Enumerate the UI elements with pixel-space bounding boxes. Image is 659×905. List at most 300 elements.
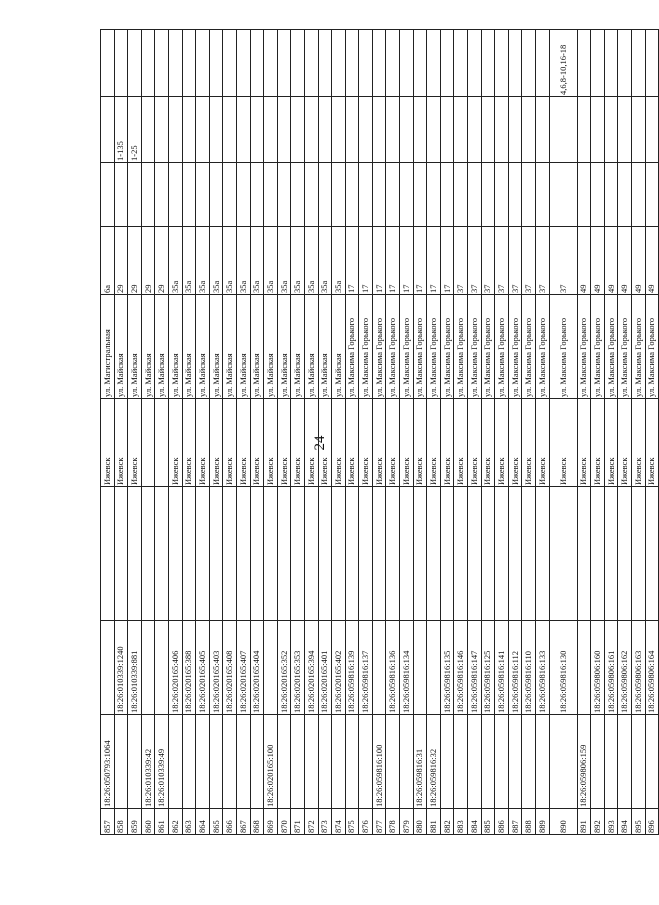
extra-numbers-cell	[182, 30, 196, 97]
apartments-cell	[359, 97, 373, 163]
extra-numbers-cell	[577, 30, 591, 97]
street-cell: ул. Майская	[209, 295, 223, 399]
empty-cell	[481, 487, 495, 621]
extra-numbers-cell	[536, 30, 550, 97]
row-number-cell: 893	[604, 809, 618, 835]
house-number-cell: 35а	[318, 227, 332, 295]
extra-numbers-cell	[114, 30, 128, 97]
blank-cell	[168, 163, 182, 227]
table-row	[141, 30, 155, 835]
extra-numbers-cell	[522, 30, 536, 97]
blank-cell	[386, 163, 400, 227]
row-number-cell: 895	[631, 809, 645, 835]
empty-cell	[318, 487, 332, 621]
premises-number-cell	[577, 621, 591, 715]
table-row	[577, 30, 591, 835]
house-number-cell: 35а	[332, 227, 346, 295]
empty-cell	[468, 487, 482, 621]
parcel-number-cell	[359, 715, 373, 809]
rotated-table-container	[100, 30, 657, 835]
city-cell: Ижевск	[182, 399, 196, 487]
premises-number-cell: 18:26:059806:160	[591, 621, 605, 715]
parcel-number-cell: 18:26:059816:31	[413, 715, 427, 809]
apartments-cell	[209, 97, 223, 163]
apartments-cell	[508, 97, 522, 163]
street-cell: ул. Максима Горького	[495, 295, 509, 399]
city-cell: Ижевск	[372, 399, 386, 487]
house-number-cell: 35а	[209, 227, 223, 295]
empty-cell	[291, 487, 305, 621]
table-row	[413, 30, 427, 835]
empty-cell	[209, 487, 223, 621]
extra-numbers-cell	[277, 30, 291, 97]
row-number-cell: 857	[101, 809, 115, 835]
extra-numbers-cell	[141, 30, 155, 97]
apartments-cell	[223, 97, 237, 163]
table-row	[304, 30, 318, 835]
blank-cell	[359, 163, 373, 227]
extra-numbers-cell	[236, 30, 250, 97]
parcel-number-cell	[631, 715, 645, 809]
row-number-cell: 884	[468, 809, 482, 835]
street-cell: ул. Майская	[155, 295, 169, 399]
apartments-cell	[155, 97, 169, 163]
street-cell: ул. Майская	[168, 295, 182, 399]
blank-cell	[304, 163, 318, 227]
extra-numbers-cell	[454, 30, 468, 97]
apartments-cell: 1-135	[114, 97, 128, 163]
premises-number-cell: 18:26:020165:404	[250, 621, 264, 715]
city-cell: Ижевск	[359, 399, 373, 487]
city-cell: Ижевск	[604, 399, 618, 487]
table-row	[236, 30, 250, 835]
apartments-cell	[413, 97, 427, 163]
premises-number-cell: 18:26:059816:137	[359, 621, 373, 715]
extra-numbers-cell	[318, 30, 332, 97]
extra-numbers-cell	[440, 30, 454, 97]
blank-cell	[481, 163, 495, 227]
premises-number-cell: 18:26:059806:163	[631, 621, 645, 715]
row-number-cell: 866	[223, 809, 237, 835]
parcel-number-cell	[508, 715, 522, 809]
premises-number-cell: 18:26:010339:1240	[114, 621, 128, 715]
blank-cell	[372, 163, 386, 227]
city-cell: Ижевск	[332, 399, 346, 487]
blank-cell	[291, 163, 305, 227]
apartments-cell	[304, 97, 318, 163]
parcel-number-cell	[536, 715, 550, 809]
house-number-cell: 37	[495, 227, 509, 295]
row-number-cell: 888	[522, 809, 536, 835]
house-number-cell: 49	[645, 227, 659, 295]
blank-cell	[250, 163, 264, 227]
apartments-cell	[631, 97, 645, 163]
blank-cell	[128, 163, 142, 227]
city-cell: Ижевск	[250, 399, 264, 487]
premises-number-cell	[101, 621, 115, 715]
premises-number-cell: 18:26:059816:110	[522, 621, 536, 715]
blank-cell	[114, 163, 128, 227]
table-row	[277, 30, 291, 835]
row-number-cell: 873	[318, 809, 332, 835]
house-number-cell: 35а	[264, 227, 278, 295]
city-cell: Ижевск	[591, 399, 605, 487]
street-cell: ул. Максима Горького	[618, 295, 632, 399]
empty-cell	[359, 487, 373, 621]
parcel-number-cell	[291, 715, 305, 809]
parcel-number-cell	[522, 715, 536, 809]
city-cell: Ижевск	[128, 399, 142, 487]
house-number-cell: 35а	[236, 227, 250, 295]
parcel-number-cell	[250, 715, 264, 809]
parcel-number-cell	[468, 715, 482, 809]
blank-cell	[631, 163, 645, 227]
extra-numbers-cell	[128, 30, 142, 97]
city-cell: Ижевск	[454, 399, 468, 487]
empty-cell	[332, 487, 346, 621]
parcel-number-cell	[236, 715, 250, 809]
row-number-cell: 860	[141, 809, 155, 835]
city-cell: Ижевск	[522, 399, 536, 487]
parcel-number-cell: 18:26:050793:1064	[101, 715, 115, 809]
street-cell: ул. Максима Горького	[359, 295, 373, 399]
empty-cell	[141, 487, 155, 621]
house-number-cell: 17	[386, 227, 400, 295]
street-cell: ул. Максима Горького	[400, 295, 414, 399]
blank-cell	[141, 163, 155, 227]
empty-cell	[427, 487, 441, 621]
blank-cell	[400, 163, 414, 227]
city-cell: Ижевск	[645, 399, 659, 487]
blank-cell	[223, 163, 237, 227]
row-number-cell: 875	[345, 809, 359, 835]
empty-cell	[114, 487, 128, 621]
city-cell: Ижевск	[549, 399, 577, 487]
row-number-cell: 887	[508, 809, 522, 835]
row-number-cell: 879	[400, 809, 414, 835]
table-row	[604, 30, 618, 835]
premises-number-cell	[413, 621, 427, 715]
table-row	[155, 30, 169, 835]
apartments-cell	[522, 97, 536, 163]
house-number-cell: 49	[604, 227, 618, 295]
empty-cell	[386, 487, 400, 621]
empty-cell	[250, 487, 264, 621]
row-number-cell: 877	[372, 809, 386, 835]
parcel-number-cell: 18:26:020165:100	[264, 715, 278, 809]
apartments-cell	[481, 97, 495, 163]
apartments-cell	[549, 97, 577, 163]
apartments-cell	[495, 97, 509, 163]
apartments-cell	[141, 97, 155, 163]
blank-cell	[549, 163, 577, 227]
empty-cell	[591, 487, 605, 621]
empty-cell	[168, 487, 182, 621]
city-cell: Ижевск	[101, 399, 115, 487]
extra-numbers-cell	[101, 30, 115, 97]
parcel-number-cell	[345, 715, 359, 809]
apartments-cell	[372, 97, 386, 163]
city-cell: Ижевск	[495, 399, 509, 487]
extra-numbers-cell	[495, 30, 509, 97]
row-number-cell: 861	[155, 809, 169, 835]
row-number-cell: 867	[236, 809, 250, 835]
empty-cell	[454, 487, 468, 621]
empty-cell	[101, 487, 115, 621]
empty-cell	[345, 487, 359, 621]
page-number: 24	[312, 435, 328, 451]
blank-cell	[454, 163, 468, 227]
blank-cell	[427, 163, 441, 227]
blank-cell	[536, 163, 550, 227]
house-number-cell: 17	[359, 227, 373, 295]
street-cell: ул. Майская	[277, 295, 291, 399]
table-row	[250, 30, 264, 835]
house-number-cell: 35а	[291, 227, 305, 295]
house-number-cell: 37	[454, 227, 468, 295]
row-number-cell: 871	[291, 809, 305, 835]
extra-numbers-cell	[250, 30, 264, 97]
table-row	[168, 30, 182, 835]
city-cell: Ижевск	[168, 399, 182, 487]
apartments-cell	[468, 97, 482, 163]
apartments-cell	[291, 97, 305, 163]
apartments-cell	[440, 97, 454, 163]
city-cell: Ижевск	[114, 399, 128, 487]
apartments-cell	[318, 97, 332, 163]
table-row	[454, 30, 468, 835]
premises-number-cell	[264, 621, 278, 715]
table-row	[332, 30, 346, 835]
empty-cell	[264, 487, 278, 621]
table-row	[101, 30, 115, 835]
street-cell: ул. Максима Горького	[481, 295, 495, 399]
empty-cell	[536, 487, 550, 621]
apartments-cell	[168, 97, 182, 163]
empty-cell	[372, 487, 386, 621]
parcel-number-cell	[549, 715, 577, 809]
premises-number-cell: 18:26:020165:407	[236, 621, 250, 715]
city-cell: Ижевск	[440, 399, 454, 487]
empty-cell	[155, 487, 169, 621]
house-number-cell: 49	[591, 227, 605, 295]
extra-numbers-cell	[427, 30, 441, 97]
extra-numbers-cell	[468, 30, 482, 97]
street-cell: ул. Максима Горького	[345, 295, 359, 399]
row-number-cell: 859	[128, 809, 142, 835]
parcel-number-cell	[440, 715, 454, 809]
city-cell: Ижевск	[413, 399, 427, 487]
apartments-cell	[345, 97, 359, 163]
row-number-cell: 891	[577, 809, 591, 835]
parcel-number-cell	[454, 715, 468, 809]
apartments-cell	[645, 97, 659, 163]
city-cell: Ижевск	[223, 399, 237, 487]
apartments-cell	[427, 97, 441, 163]
apartments-cell	[101, 97, 115, 163]
row-number-cell: 896	[645, 809, 659, 835]
parcel-number-cell	[128, 715, 142, 809]
parcel-number-cell: 18:26:059816:32	[427, 715, 441, 809]
city-cell	[141, 399, 155, 487]
street-cell: ул. Максима Горького	[468, 295, 482, 399]
premises-number-cell	[155, 621, 169, 715]
empty-cell	[182, 487, 196, 621]
row-number-cell: 882	[440, 809, 454, 835]
street-cell: ул. Майская	[318, 295, 332, 399]
premises-number-cell: 18:26:059816:136	[386, 621, 400, 715]
premises-number-cell: 18:26:020165:402	[332, 621, 346, 715]
blank-cell	[345, 163, 359, 227]
parcel-number-cell: 18:26:059806:159	[577, 715, 591, 809]
parcel-number-cell	[400, 715, 414, 809]
street-cell: ул. Майская	[182, 295, 196, 399]
premises-number-cell: 18:26:059816:139	[345, 621, 359, 715]
house-number-cell: 29	[141, 227, 155, 295]
street-cell: ул. Максима Горького	[522, 295, 536, 399]
row-number-cell: 858	[114, 809, 128, 835]
blank-cell	[495, 163, 509, 227]
empty-cell	[549, 487, 577, 621]
parcel-number-cell	[332, 715, 346, 809]
blank-cell	[209, 163, 223, 227]
row-number-cell: 892	[591, 809, 605, 835]
address-table	[100, 29, 659, 835]
empty-cell	[440, 487, 454, 621]
house-number-cell: 29	[114, 227, 128, 295]
premises-number-cell: 18:26:059816:112	[508, 621, 522, 715]
street-cell: ул. Майская	[141, 295, 155, 399]
apartments-cell	[618, 97, 632, 163]
row-number-cell: 878	[386, 809, 400, 835]
row-number-cell: 885	[481, 809, 495, 835]
table-row	[481, 30, 495, 835]
house-number-cell: 37	[536, 227, 550, 295]
blank-cell	[645, 163, 659, 227]
parcel-number-cell	[114, 715, 128, 809]
house-number-cell: 17	[413, 227, 427, 295]
house-number-cell: 49	[577, 227, 591, 295]
house-number-cell: 17	[440, 227, 454, 295]
table-row	[291, 30, 305, 835]
row-number-cell: 883	[454, 809, 468, 835]
city-cell	[155, 399, 169, 487]
empty-cell	[604, 487, 618, 621]
row-number-cell: 865	[209, 809, 223, 835]
empty-cell	[400, 487, 414, 621]
parcel-number-cell	[277, 715, 291, 809]
blank-cell	[318, 163, 332, 227]
empty-cell	[236, 487, 250, 621]
extra-numbers-cell	[386, 30, 400, 97]
extra-numbers-cell	[508, 30, 522, 97]
apartments-cell	[277, 97, 291, 163]
blank-cell	[508, 163, 522, 227]
city-cell: Ижевск	[304, 399, 318, 487]
street-cell: ул. Майская	[291, 295, 305, 399]
premises-number-cell: 18:26:059806:161	[604, 621, 618, 715]
extra-numbers-cell	[264, 30, 278, 97]
empty-cell	[223, 487, 237, 621]
house-number-cell: 35а	[304, 227, 318, 295]
extra-numbers-cell	[604, 30, 618, 97]
premises-number-cell: 18:26:059816:135	[440, 621, 454, 715]
street-cell: ул. Максима Горького	[577, 295, 591, 399]
street-cell: ул. Майская	[236, 295, 250, 399]
extra-numbers-cell	[155, 30, 169, 97]
row-number-cell: 862	[168, 809, 182, 835]
apartments-cell	[400, 97, 414, 163]
city-cell: Ижевск	[318, 399, 332, 487]
empty-cell	[495, 487, 509, 621]
table-row	[522, 30, 536, 835]
table-row	[114, 30, 128, 835]
house-number-cell: 37	[468, 227, 482, 295]
extra-numbers-cell	[345, 30, 359, 97]
premises-number-cell	[427, 621, 441, 715]
table-row	[318, 30, 332, 835]
table-row	[223, 30, 237, 835]
street-cell: ул. Майская	[304, 295, 318, 399]
house-number-cell: 35а	[182, 227, 196, 295]
house-number-cell: 6а	[101, 227, 115, 295]
extra-numbers-cell	[631, 30, 645, 97]
empty-cell	[577, 487, 591, 621]
table-row	[536, 30, 550, 835]
extra-numbers-cell	[413, 30, 427, 97]
blank-cell	[618, 163, 632, 227]
extra-numbers-cell	[209, 30, 223, 97]
premises-number-cell: 18:26:059816:133	[536, 621, 550, 715]
apartments-cell	[577, 97, 591, 163]
apartments-cell	[536, 97, 550, 163]
premises-number-cell: 18:26:059816:125	[481, 621, 495, 715]
table-row	[400, 30, 414, 835]
extra-numbers-cell	[645, 30, 659, 97]
table-row	[359, 30, 373, 835]
street-cell: ул. Максима Горького	[536, 295, 550, 399]
city-cell: Ижевск	[386, 399, 400, 487]
parcel-number-cell	[481, 715, 495, 809]
table-row	[372, 30, 386, 835]
city-cell: Ижевск	[536, 399, 550, 487]
street-cell: ул. Максима Горького	[631, 295, 645, 399]
blank-cell	[577, 163, 591, 227]
city-cell: Ижевск	[264, 399, 278, 487]
house-number-cell: 49	[618, 227, 632, 295]
blank-cell	[332, 163, 346, 227]
extra-numbers-cell	[481, 30, 495, 97]
parcel-number-cell	[386, 715, 400, 809]
city-cell: Ижевск	[508, 399, 522, 487]
empty-cell	[128, 487, 142, 621]
apartments-cell	[454, 97, 468, 163]
apartments-cell	[250, 97, 264, 163]
city-cell: Ижевск	[196, 399, 210, 487]
street-cell: ул. Магистральная	[101, 295, 115, 399]
row-number-cell: 886	[495, 809, 509, 835]
street-cell: ул. Максима Горького	[591, 295, 605, 399]
extra-numbers-cell	[618, 30, 632, 97]
apartments-cell	[386, 97, 400, 163]
city-cell: Ижевск	[209, 399, 223, 487]
apartments-cell	[264, 97, 278, 163]
table-row	[591, 30, 605, 835]
extra-numbers-cell	[591, 30, 605, 97]
parcel-number-cell	[604, 715, 618, 809]
blank-cell	[155, 163, 169, 227]
premises-number-cell: 18:26:059816:147	[468, 621, 482, 715]
